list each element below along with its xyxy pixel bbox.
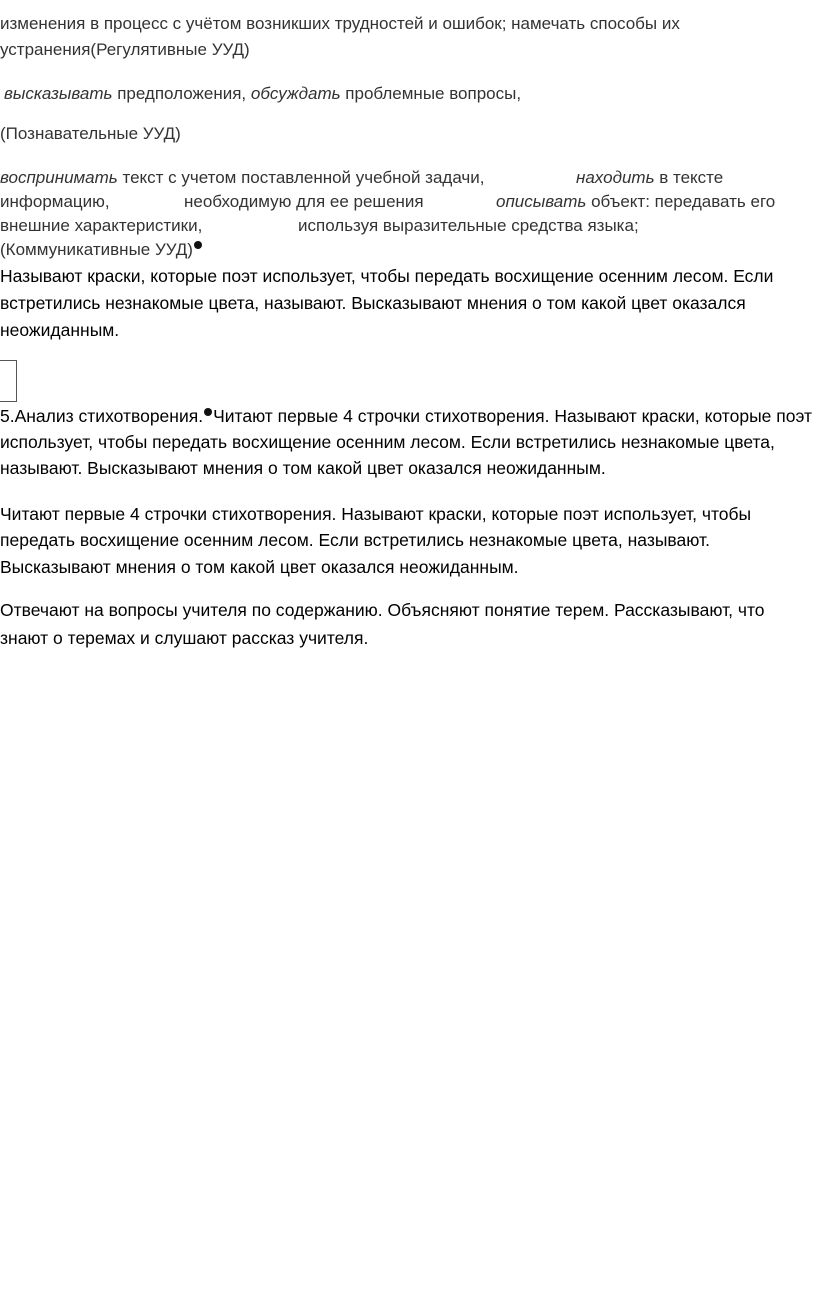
text-line: использует, чтобы передать восхищение осенним лесом. Если встретились незнакомые цвета, [0, 432, 775, 452]
empty-cell-box [0, 360, 17, 402]
text-span: Читают первые 4 строчки стихотворения. Называют краски, которые поэт [213, 406, 813, 426]
italic-text: воспринимать [0, 168, 118, 187]
text-line [0, 404, 812, 428]
italic-text: находить [576, 168, 655, 187]
text-line: Отвечают на вопросы учителя по содержанию. Объясняют понятие терем. Рассказывают, что [0, 600, 765, 620]
text-line: Высказывают мнения о том какой цвет оказался неожиданным. [0, 557, 519, 577]
text-span: текст с учетом поставленной учебной задачи, [117, 168, 485, 187]
text-span: (Коммуникативные УУД) [0, 240, 193, 259]
text-span: в тексте [654, 168, 724, 187]
text-line: Называют краски, которые поэт использует, чтобы передать восхищение осенним лесом. Если [0, 266, 774, 286]
text-line: Читают первые 4 строчки стихотворения. Называют краски, которые поэт использует, чтобы [0, 504, 752, 524]
text-line: устранения(Регулятивные УУД) [0, 40, 250, 59]
text-span: информацию, [0, 192, 110, 211]
bullet-icon [194, 241, 202, 249]
text-span: 5.Анализ стихотворения. [0, 406, 204, 426]
bullet-icon [204, 408, 212, 416]
text-line [496, 190, 775, 214]
text-span: необходимую для ее решения [184, 192, 424, 211]
text-line: встретились незнакомые цвета, называют. Высказывают мнения о том какой цвет оказался [0, 293, 746, 313]
text-line: изменения в процесс с учётом возникших трудностей и ошибок; намечать способы их [0, 14, 680, 33]
text-line [4, 82, 521, 106]
text-line [0, 238, 203, 262]
text-span: внешние характеристики, [0, 216, 203, 235]
text-line: знают о теремах и слушают рассказ учителя. [0, 628, 369, 648]
text-span: используя выразительные средства языка; [298, 216, 639, 235]
text-line [0, 166, 485, 190]
text-line [576, 166, 723, 190]
text-span: объект: передавать его [586, 192, 776, 211]
italic-text: обсуждать [250, 84, 341, 103]
text-line: неожиданным. [0, 320, 120, 340]
text-span: проблемные вопросы, [340, 84, 522, 103]
italic-text: описывать [496, 192, 587, 211]
italic-text: высказывать [4, 84, 113, 103]
text-span: предположения, [112, 84, 251, 103]
text-line: называют. Высказывают мнения о том какой цвет оказался неожиданным. [0, 458, 606, 478]
text-line: (Познавательные УУД) [0, 124, 181, 143]
text-line: передать восхищение осенним лесом. Если встретились незнакомые цвета, называют. [0, 530, 710, 550]
